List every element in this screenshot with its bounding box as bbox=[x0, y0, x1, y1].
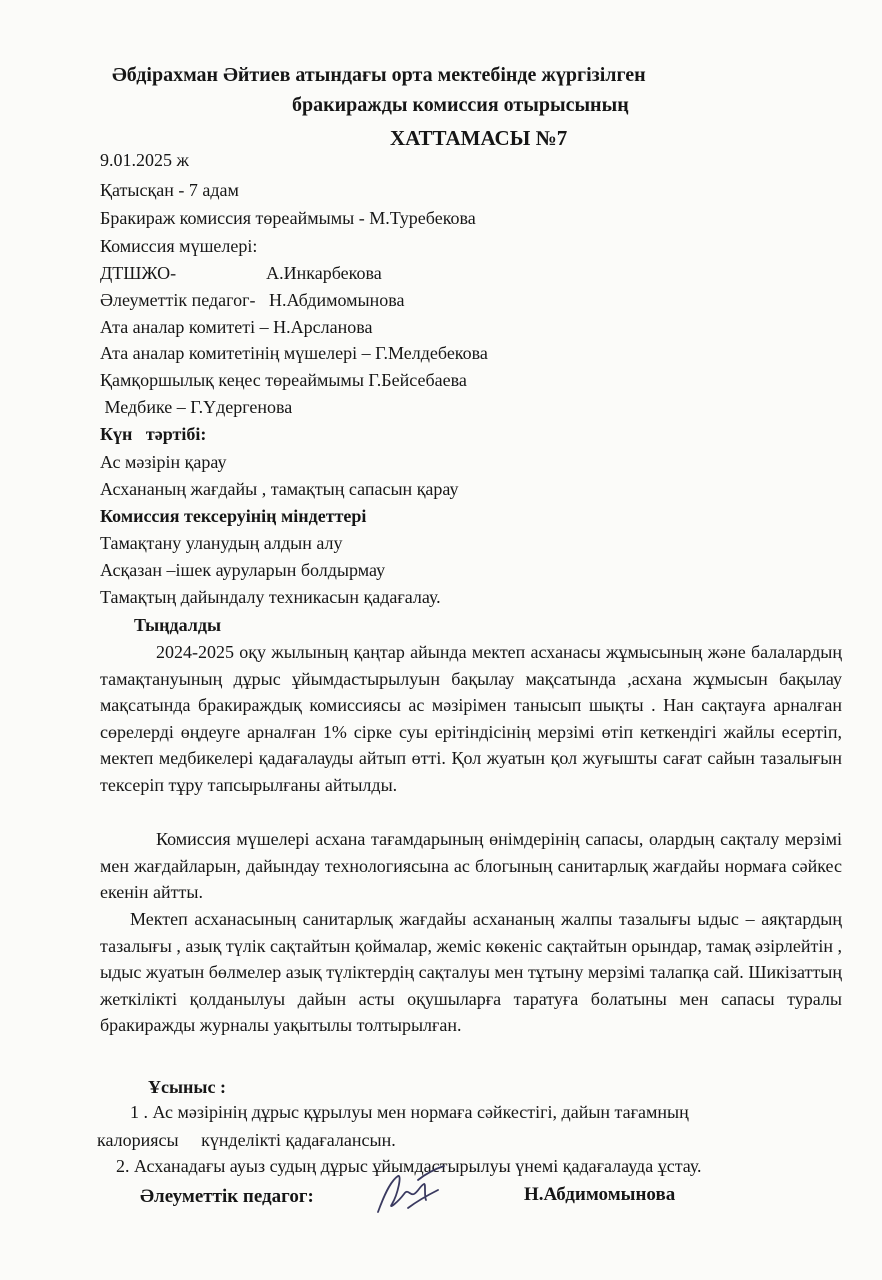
heard-paragraph-2 bbox=[100, 826, 842, 906]
signature-name: Н.Абдимомынова bbox=[524, 1184, 676, 1205]
task-item: Тамақтану уланудың алдын алу bbox=[100, 533, 343, 553]
member-item: Ата аналар комитетінің мүшелері – Г.Мелдебекова bbox=[100, 343, 488, 363]
attendance: Қатысқан - 7 адам bbox=[100, 180, 239, 200]
title-line-2: бракиражды комиссия отырысының bbox=[292, 94, 629, 116]
tasks-heading: Комиссия тексеруінің міндеттері bbox=[100, 506, 367, 526]
agenda-item: Ас мәзірін қарау bbox=[100, 452, 227, 472]
heard-paragraph-1 bbox=[100, 639, 842, 798]
title-line-1: Әбдірахман Әйтиев атындағы орта мектебінде жүргізілген bbox=[112, 64, 646, 86]
handwritten-signature bbox=[368, 1150, 448, 1230]
proposal-heading: Ұсыныс : bbox=[148, 1077, 226, 1097]
members-label: Комиссия мүшелері: bbox=[100, 236, 258, 256]
member-item: Қамқоршылық кеңес төреаймымы Г.Бейсебаева bbox=[100, 370, 467, 390]
member-item: ДТШЖО- А.Инкарбекова bbox=[100, 263, 382, 283]
proposal-item-2: 2. Асханадағы ауыз судың дұрыс ұйымдастырылуы үнемі қадағалауда ұстау. bbox=[116, 1156, 702, 1176]
paragraph-text: 2024-2025 оқу жылының қаңтар айында мектеп асханасы жұмысының және балалардың тамақтануының дұрыс ұйымдастырылуын бақылау мақсатында ,асхана жұмысын бақылау мақсатында бракираждық комиссиясы ас мәзірімен танысып шықты . Нан сақтауға арналған сөрелерді өңдеуге арналған 1% сірке суы ерітіндісінің мерзімі өтіп кеткендігі жайлы есертіп, мектеп медбикелері қадағалауды айтып өтті. Қол жуатын қол жуғышты сағат сайын тазалығын тексеріп тұру тапсырылғаны айтылды. bbox=[100, 642, 842, 795]
member-item: Ата аналар комитеті – Н.Арсланова bbox=[100, 317, 373, 337]
agenda-item: Асхананың жағдайы , тамақтың сапасын қарау bbox=[100, 479, 459, 499]
proposal-item-1-cont: калориясы күнделікті қадағалансын. bbox=[97, 1130, 396, 1150]
paragraph-text: Комиссия мүшелері асхана тағамдарының өнімдерінің сапасы, олардың сақталу мерзімі мен жағдайларын, дайындау технологиясына ас блогының санитарлық жағдайы нормаға сәйкес екенін айтты. bbox=[100, 829, 842, 902]
date: 9.01.2025 ж bbox=[100, 150, 189, 170]
signature-label: Әлеуметтік педагог: bbox=[140, 1186, 314, 1207]
task-item: Асқазан –ішек ауруларын болдырмау bbox=[100, 560, 386, 580]
agenda-heading: Күн тәртібі: bbox=[100, 424, 207, 444]
member-item: Әлеуметтік педагог- Н.Абдимомынова bbox=[100, 290, 405, 310]
commission-chair: Бракираж комиссия төреаймымы - М.Туребекова bbox=[100, 208, 476, 228]
heard-paragraph-3 bbox=[100, 906, 842, 1039]
document-title: ХАТТАМАСЫ №7 bbox=[390, 126, 568, 150]
member-item: Медбике – Г.Үдергенова bbox=[100, 397, 293, 417]
task-item: Тамақтың дайындалу техникасын қадағалау. bbox=[100, 587, 441, 607]
proposal-item-1: 1 . Ас мәзірінің дұрыс құрылуы мен нормаға сәйкестігі, дайын тағамның bbox=[130, 1102, 689, 1122]
paragraph-text: Мектеп асханасының санитарлық жағдайы асхананың жалпы тазалығы ыдыс – аяқтардың тазалығы , азық түлік сақтайтын қоймалар, жеміс көкеніс сақтайтын орындар, тамақ әзірлейтін , ыдыс жуатын бөлмелер азық түліктердің сақталуы мен тұтыну мерзімі талапқа сай. Шикізаттың жеткілікті қолданылуы дайын асты оқушыларға таратуға болатыны мен сапасы туралы бракиражды журналы уақытылы толтырылған. bbox=[100, 909, 842, 1035]
heard-heading: Тыңдалды bbox=[134, 615, 222, 635]
